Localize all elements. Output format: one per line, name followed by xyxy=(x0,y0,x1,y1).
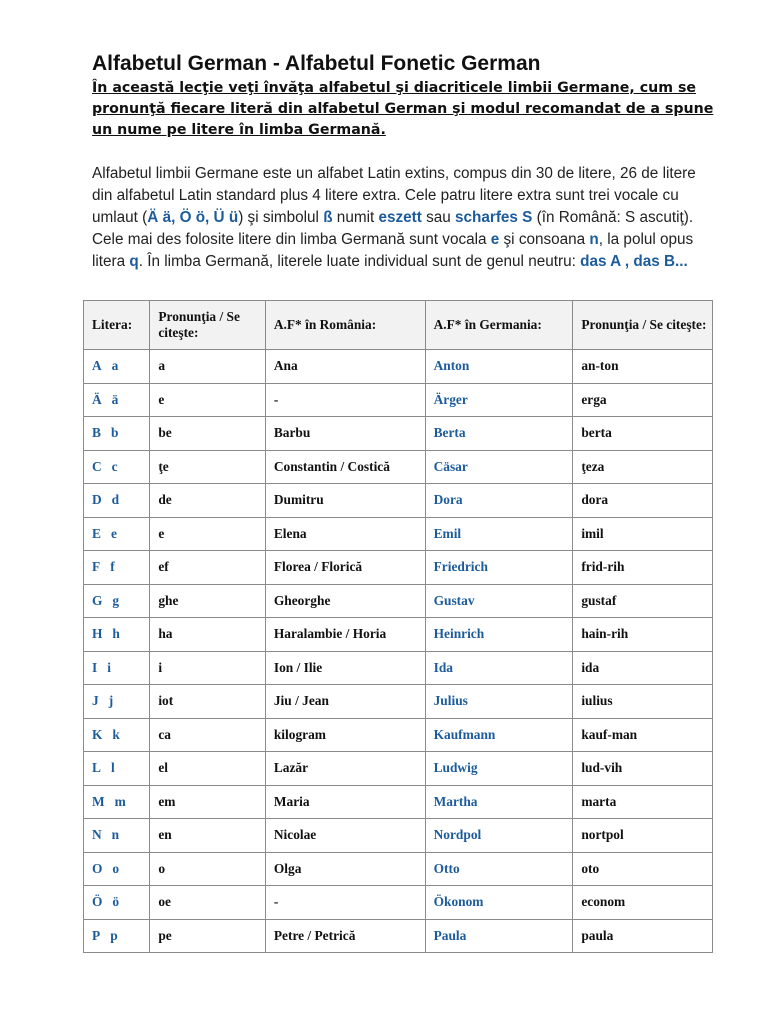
lowercase-letter: i xyxy=(107,659,111,675)
germany-word-cell: Cäsar xyxy=(425,450,573,484)
intro-text: Alfabetul limbii Germane este un alfabet Latin extins, compus din 30 de litere, 26 de litere din alfabetul Latin standard plus 4 litere extra. Cele patru litere extra sunt trei vocale cu umlaut ( xyxy=(92,165,696,226)
uppercase-letter: M xyxy=(92,793,105,809)
german-pronunciation-cell: econom xyxy=(573,886,713,920)
table-row xyxy=(84,484,713,518)
table-row xyxy=(84,350,713,384)
lowercase-letter: b xyxy=(110,425,119,441)
intro-text: , la polul opus litera xyxy=(92,231,694,270)
germany-word-cell: Ludwig xyxy=(425,752,573,786)
pronunciation-cell: ghe xyxy=(150,584,266,618)
intro-text: şi consoana xyxy=(499,231,590,248)
german-pronunciation-cell: ida xyxy=(573,651,713,685)
table-row xyxy=(84,618,713,652)
letter-cell xyxy=(84,551,150,585)
scharfes-s: scharfes S xyxy=(455,209,533,226)
uppercase-letter: E xyxy=(92,525,101,541)
romania-word-cell: Ana xyxy=(265,350,425,384)
romania-word-cell: kilogram xyxy=(265,718,425,752)
pronunciation-cell: em xyxy=(150,785,266,819)
alphabet-table xyxy=(83,300,713,953)
lowercase-letter: p xyxy=(110,927,118,943)
german-pronunciation-cell: lud-vih xyxy=(573,752,713,786)
romania-word-cell: Gheorghe xyxy=(265,584,425,618)
german-pronunciation-cell: gustaf xyxy=(573,584,713,618)
table-row xyxy=(84,651,713,685)
table-row xyxy=(84,919,713,953)
letter-cell xyxy=(84,718,150,752)
intro-paragraph xyxy=(92,163,717,273)
germany-word-cell: Kaufmann xyxy=(425,718,573,752)
uppercase-letter: I xyxy=(92,659,98,675)
pronunciation-cell: e xyxy=(150,517,266,551)
letter-cell xyxy=(84,785,150,819)
pronunciation-cell: de xyxy=(150,484,266,518)
lowercase-letter: l xyxy=(110,760,115,776)
romania-word-cell: Maria xyxy=(265,785,425,819)
uppercase-letter: J xyxy=(92,693,99,709)
german-pronunciation-cell: kauf-man xyxy=(573,718,713,752)
pronunciation-cell: en xyxy=(150,819,266,853)
pronunciation-cell: be xyxy=(150,417,266,451)
pronunciation-cell: oe xyxy=(150,886,266,920)
eszett-symbol: ß xyxy=(323,209,333,226)
letter-cell xyxy=(84,919,150,953)
uppercase-letter: F xyxy=(92,559,101,575)
header-germany: A.F* în Germania: xyxy=(425,301,573,350)
letter-cell xyxy=(84,685,150,719)
letter-cell xyxy=(84,417,150,451)
uppercase-letter: C xyxy=(92,458,102,474)
header-romania: A.F* în România: xyxy=(265,301,425,350)
table-row xyxy=(84,584,713,618)
germany-word-cell: Ärger xyxy=(425,383,573,417)
intro-text: ) şi simbolul xyxy=(238,209,324,226)
germany-word-cell: Paula xyxy=(425,919,573,953)
germany-word-cell: Julius xyxy=(425,685,573,719)
table-row xyxy=(84,551,713,585)
german-pronunciation-cell: hain-rih xyxy=(573,618,713,652)
vowel-e: e xyxy=(490,231,500,248)
german-pronunciation-cell: erga xyxy=(573,383,713,417)
germany-word-cell: Heinrich xyxy=(425,618,573,652)
letter-cell xyxy=(84,450,150,484)
german-pronunciation-cell: oto xyxy=(573,852,713,886)
pronunciation-cell: ca xyxy=(150,718,266,752)
german-pronunciation-cell: paula xyxy=(573,919,713,953)
uppercase-letter: G xyxy=(92,592,103,608)
pronunciation-cell: pe xyxy=(150,919,266,953)
lowercase-letter: f xyxy=(110,559,115,575)
table-row xyxy=(84,718,713,752)
pronunciation-cell: a xyxy=(150,350,266,384)
letter-cell xyxy=(84,517,150,551)
table-row xyxy=(84,417,713,451)
header-german-pronunciation: Pronunţia / Se citeşte: xyxy=(573,301,713,350)
table-row xyxy=(84,819,713,853)
uppercase-letter: B xyxy=(92,425,101,441)
page-subtitle: În această lecţie veţi învăţa alfabetul şi diacriticele limbii Germane, cum se pronunţă fiecare literă din alfabetul German şi modul recomandat de a spune un nume pe litere în limba Germană. xyxy=(92,80,714,138)
table-row xyxy=(84,685,713,719)
table-body xyxy=(84,350,713,953)
lowercase-letter: c xyxy=(111,458,118,474)
romania-word-cell: Olga xyxy=(265,852,425,886)
uppercase-letter: Ä xyxy=(92,391,102,407)
romania-word-cell: - xyxy=(265,886,425,920)
uppercase-letter: P xyxy=(92,927,101,943)
romania-word-cell: Lazăr xyxy=(265,752,425,786)
germany-word-cell: Friedrich xyxy=(425,551,573,585)
letter-cell xyxy=(84,350,150,384)
table-row xyxy=(84,517,713,551)
germany-word-cell: Ökonom xyxy=(425,886,573,920)
germany-word-cell: Dora xyxy=(425,484,573,518)
romania-word-cell: Elena xyxy=(265,517,425,551)
germany-word-cell: Martha xyxy=(425,785,573,819)
romania-word-cell: Jiu / Jean xyxy=(265,685,425,719)
uppercase-letter: O xyxy=(92,860,103,876)
german-pronunciation-cell: nortpol xyxy=(573,819,713,853)
romania-word-cell: Florea / Florică xyxy=(265,551,425,585)
lowercase-letter: o xyxy=(112,860,120,876)
germany-word-cell: Berta xyxy=(425,417,573,451)
romania-word-cell: Barbu xyxy=(265,417,425,451)
pronunciation-cell: ef xyxy=(150,551,266,585)
page-title: Alfabetul German - Alfabetul Fonetic German xyxy=(92,52,541,75)
lowercase-letter: j xyxy=(108,693,114,709)
intro-text: . În limba Germană, literele luate individual sunt de genul neutru: xyxy=(138,253,581,270)
letter-cell xyxy=(84,618,150,652)
lowercase-letter: d xyxy=(111,492,120,508)
pronunciation-cell: el xyxy=(150,752,266,786)
romania-word-cell: Ion / Ilie xyxy=(265,651,425,685)
lowercase-letter: n xyxy=(111,827,120,843)
letter-cell xyxy=(84,383,150,417)
letter-cell xyxy=(84,752,150,786)
romania-word-cell: Haralambie / Horia xyxy=(265,618,425,652)
letter-cell xyxy=(84,852,150,886)
letter-q: q xyxy=(129,253,139,270)
intro-text: (în Română: S ascutiţ). Cele mai des folosite litere din limba Germană sunt vocala xyxy=(92,209,694,248)
neuter-example: das A , das B... xyxy=(580,253,688,270)
table-row xyxy=(84,450,713,484)
table-row xyxy=(84,785,713,819)
german-pronunciation-cell: iulius xyxy=(573,685,713,719)
letter-cell xyxy=(84,886,150,920)
german-pronunciation-cell: imil xyxy=(573,517,713,551)
letter-cell xyxy=(84,484,150,518)
letter-cell xyxy=(84,651,150,685)
romania-word-cell: - xyxy=(265,383,425,417)
header-pronunciation: Pronunţia / Se citeşte: xyxy=(150,301,266,350)
german-pronunciation-cell: ţeza xyxy=(573,450,713,484)
uppercase-letter: K xyxy=(92,726,103,742)
table-row xyxy=(84,383,713,417)
letter-cell xyxy=(84,584,150,618)
germany-word-cell: Anton xyxy=(425,350,573,384)
consonant-n: n xyxy=(589,231,599,248)
germany-word-cell: Nordpol xyxy=(425,819,573,853)
germany-word-cell: Otto xyxy=(425,852,573,886)
eszett-name: eszett xyxy=(378,209,422,226)
lowercase-letter: ä xyxy=(111,391,119,407)
lowercase-letter: e xyxy=(110,525,117,541)
romania-word-cell: Petre / Petrică xyxy=(265,919,425,953)
uppercase-letter: N xyxy=(92,827,102,843)
uppercase-letter: L xyxy=(92,760,101,776)
pronunciation-cell: i xyxy=(150,651,266,685)
german-pronunciation-cell: frid-rih xyxy=(573,551,713,585)
lowercase-letter: k xyxy=(112,726,120,742)
german-pronunciation-cell: dora xyxy=(573,484,713,518)
pronunciation-cell: ha xyxy=(150,618,266,652)
lowercase-letter: g xyxy=(112,592,120,608)
table-row xyxy=(84,852,713,886)
lowercase-letter: m xyxy=(114,793,126,809)
german-pronunciation-cell: an-ton xyxy=(573,350,713,384)
umlaut-letters: Ä ä, Ö ö, Ü ü xyxy=(147,209,239,226)
uppercase-letter: D xyxy=(92,492,102,508)
table-row xyxy=(84,752,713,786)
german-pronunciation-cell: marta xyxy=(573,785,713,819)
document-page xyxy=(92,52,722,273)
romania-word-cell: Nicolae xyxy=(265,819,425,853)
pronunciation-cell: ţe xyxy=(150,450,266,484)
lowercase-letter: a xyxy=(111,358,119,374)
pronunciation-cell: e xyxy=(150,383,266,417)
romania-word-cell: Dumitru xyxy=(265,484,425,518)
letter-cell xyxy=(84,819,150,853)
table-header-row xyxy=(84,301,713,350)
table-row xyxy=(84,886,713,920)
uppercase-letter: H xyxy=(92,626,103,642)
germany-word-cell: Ida xyxy=(425,651,573,685)
intro-text: numit xyxy=(332,209,379,226)
romania-word-cell: Constantin / Costică xyxy=(265,450,425,484)
header-letter: Litera: xyxy=(84,301,150,350)
pronunciation-cell: o xyxy=(150,852,266,886)
uppercase-letter: A xyxy=(92,358,102,374)
pronunciation-cell: iot xyxy=(150,685,266,719)
germany-word-cell: Emil xyxy=(425,517,573,551)
lowercase-letter: h xyxy=(112,626,120,642)
lowercase-letter: ö xyxy=(112,894,120,910)
uppercase-letter: Ö xyxy=(92,894,103,910)
german-pronunciation-cell: berta xyxy=(573,417,713,451)
intro-text: sau xyxy=(421,209,455,226)
germany-word-cell: Gustav xyxy=(425,584,573,618)
